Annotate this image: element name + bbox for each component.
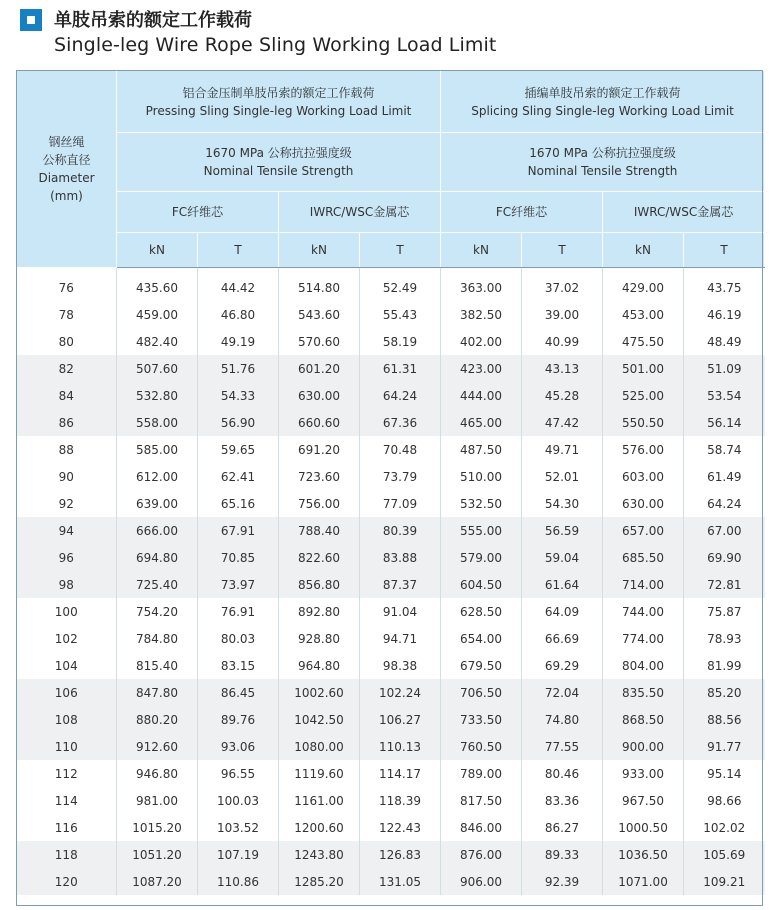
value-cell: 654.00 bbox=[441, 625, 522, 652]
value-cell: 601.20 bbox=[279, 355, 360, 382]
value-cell: 363.00 bbox=[441, 268, 522, 302]
core-header-fc: FC纤维芯 bbox=[441, 192, 603, 233]
page-title-en: Single-leg Wire Rope Sling Working Load Limit bbox=[54, 34, 497, 56]
group-header-splicing bbox=[441, 71, 765, 133]
unit-header: kN bbox=[117, 233, 198, 268]
diameter-cell: 84 bbox=[17, 382, 117, 409]
value-cell: 570.60 bbox=[279, 328, 360, 355]
value-cell: 69.29 bbox=[522, 652, 603, 679]
value-cell: 96.55 bbox=[198, 760, 279, 787]
table-row bbox=[17, 733, 765, 760]
value-cell: 67.00 bbox=[684, 517, 765, 544]
table-row bbox=[17, 355, 765, 382]
value-cell: 906.00 bbox=[441, 868, 522, 895]
value-cell: 679.50 bbox=[441, 652, 522, 679]
unit-header: kN bbox=[441, 233, 522, 268]
table-row bbox=[17, 787, 765, 814]
value-cell: 92.39 bbox=[522, 868, 603, 895]
value-cell: 733.50 bbox=[441, 706, 522, 733]
value-cell: 131.05 bbox=[360, 868, 441, 895]
value-cell: 91.04 bbox=[360, 598, 441, 625]
value-cell: 59.04 bbox=[522, 544, 603, 571]
value-cell: 61.31 bbox=[360, 355, 441, 382]
diameter-cell: 106 bbox=[17, 679, 117, 706]
value-cell: 435.60 bbox=[117, 268, 198, 302]
value-cell: 639.00 bbox=[117, 490, 198, 517]
value-cell: 630.00 bbox=[279, 382, 360, 409]
square-bullet-icon bbox=[20, 9, 42, 31]
value-cell: 487.50 bbox=[441, 436, 522, 463]
value-cell: 868.50 bbox=[603, 706, 684, 733]
value-cell: 1119.60 bbox=[279, 760, 360, 787]
table-row bbox=[17, 652, 765, 679]
value-cell: 694.80 bbox=[117, 544, 198, 571]
value-cell: 54.30 bbox=[522, 490, 603, 517]
value-cell: 37.02 bbox=[522, 268, 603, 302]
value-cell: 789.00 bbox=[441, 760, 522, 787]
value-cell: 55.43 bbox=[360, 301, 441, 328]
value-cell: 402.00 bbox=[441, 328, 522, 355]
group-title-en: Splicing Sling Single-leg Working Load Limit bbox=[471, 103, 734, 118]
value-cell: 56.90 bbox=[198, 409, 279, 436]
value-cell: 576.00 bbox=[603, 436, 684, 463]
value-cell: 510.00 bbox=[441, 463, 522, 490]
value-cell: 80.39 bbox=[360, 517, 441, 544]
value-cell: 550.50 bbox=[603, 409, 684, 436]
diameter-cell: 118 bbox=[17, 841, 117, 868]
table-row bbox=[17, 868, 765, 895]
table-row bbox=[17, 490, 765, 517]
value-cell: 83.15 bbox=[198, 652, 279, 679]
value-cell: 40.99 bbox=[522, 328, 603, 355]
diameter-label-line1: 钢丝绳 bbox=[48, 135, 85, 149]
value-cell: 49.19 bbox=[198, 328, 279, 355]
value-cell: 856.80 bbox=[279, 571, 360, 598]
value-cell: 73.97 bbox=[198, 571, 279, 598]
value-cell: 58.74 bbox=[684, 436, 765, 463]
value-cell: 612.00 bbox=[117, 463, 198, 490]
value-cell: 77.55 bbox=[522, 733, 603, 760]
value-cell: 95.14 bbox=[684, 760, 765, 787]
value-cell: 58.19 bbox=[360, 328, 441, 355]
diameter-cell: 114 bbox=[54, 793, 78, 808]
value-cell: 465.00 bbox=[441, 409, 522, 436]
unit-header: kN bbox=[279, 233, 360, 268]
diameter-cell: 100 bbox=[54, 604, 78, 619]
core-header-iwrc: IWRC/WSC金属芯 bbox=[279, 192, 441, 233]
value-cell: 423.00 bbox=[441, 355, 522, 382]
wll-table bbox=[16, 70, 765, 895]
table-row bbox=[17, 517, 765, 544]
value-cell: 91.77 bbox=[684, 733, 765, 760]
value-cell: 61.64 bbox=[522, 571, 603, 598]
value-cell: 579.00 bbox=[441, 544, 522, 571]
value-cell: 106.27 bbox=[360, 706, 441, 733]
value-cell: 53.54 bbox=[684, 382, 765, 409]
value-cell: 714.00 bbox=[603, 571, 684, 598]
diameter-cell: 86 bbox=[17, 409, 117, 436]
value-cell: 67.36 bbox=[360, 409, 441, 436]
value-cell: 70.85 bbox=[198, 544, 279, 571]
table-row bbox=[17, 382, 765, 409]
value-cell: 109.21 bbox=[684, 868, 765, 895]
group-title-cn: 铝合金压制单肢吊索的额定工作载荷 bbox=[182, 85, 375, 100]
diameter-header bbox=[17, 71, 117, 268]
value-cell: 46.19 bbox=[684, 301, 765, 328]
value-cell: 72.04 bbox=[522, 679, 603, 706]
value-cell: 691.20 bbox=[279, 436, 360, 463]
value-cell: 98.38 bbox=[360, 652, 441, 679]
strength-cn: 1670 MPa 公称抗拉强度级 bbox=[529, 146, 676, 160]
group-title-en: Pressing Sling Single-leg Working Load Limit bbox=[145, 103, 412, 118]
value-cell: 110.13 bbox=[360, 733, 441, 760]
value-cell: 846.00 bbox=[441, 814, 522, 841]
value-cell: 628.50 bbox=[441, 598, 522, 625]
diameter-cell: 88 bbox=[58, 442, 74, 457]
strength-en: Nominal Tensile Strength bbox=[527, 164, 678, 178]
value-cell: 67.91 bbox=[198, 517, 279, 544]
diameter-cell: 90 bbox=[58, 469, 74, 484]
value-cell: 103.52 bbox=[198, 814, 279, 841]
diameter-cell: 108 bbox=[17, 706, 117, 733]
value-cell: 1285.20 bbox=[279, 868, 360, 895]
diameter-cell: 78 bbox=[58, 307, 74, 322]
value-cell: 928.80 bbox=[279, 625, 360, 652]
diameter-label-line3: Diameter bbox=[38, 171, 95, 185]
value-cell: 382.50 bbox=[441, 301, 522, 328]
value-cell: 56.14 bbox=[684, 409, 765, 436]
value-cell: 75.87 bbox=[684, 598, 765, 625]
diameter-cell: 98 bbox=[17, 571, 117, 598]
value-cell: 532.80 bbox=[117, 382, 198, 409]
value-cell: 110.86 bbox=[198, 868, 279, 895]
value-cell: 603.00 bbox=[603, 463, 684, 490]
value-cell: 912.60 bbox=[117, 733, 198, 760]
table-row bbox=[17, 598, 765, 625]
value-cell: 514.80 bbox=[279, 268, 360, 302]
value-cell: 88.56 bbox=[684, 706, 765, 733]
table-row bbox=[17, 544, 765, 571]
value-cell: 44.42 bbox=[198, 268, 279, 302]
value-cell: 501.00 bbox=[603, 355, 684, 382]
value-cell: 555.00 bbox=[441, 517, 522, 544]
page-title-cn: 单肢吊索的额定工作载荷 bbox=[54, 10, 252, 31]
value-cell: 754.20 bbox=[117, 598, 198, 625]
value-cell: 118.39 bbox=[360, 787, 441, 814]
value-cell: 64.24 bbox=[360, 382, 441, 409]
table-row bbox=[17, 706, 765, 733]
value-cell: 46.80 bbox=[198, 301, 279, 328]
value-cell: 93.06 bbox=[198, 733, 279, 760]
strength-en: Nominal Tensile Strength bbox=[203, 164, 354, 178]
value-cell: 1071.00 bbox=[603, 868, 684, 895]
value-cell: 604.50 bbox=[441, 571, 522, 598]
value-cell: 1036.50 bbox=[603, 841, 684, 868]
diameter-cell: 104 bbox=[54, 658, 78, 673]
value-cell: 744.00 bbox=[603, 598, 684, 625]
value-cell: 45.28 bbox=[522, 382, 603, 409]
value-cell: 54.33 bbox=[198, 382, 279, 409]
value-cell: 51.09 bbox=[684, 355, 765, 382]
value-cell: 87.37 bbox=[360, 571, 441, 598]
value-cell: 85.20 bbox=[684, 679, 765, 706]
value-cell: 69.90 bbox=[684, 544, 765, 571]
value-cell: 1243.80 bbox=[279, 841, 360, 868]
value-cell: 52.49 bbox=[360, 268, 441, 302]
value-cell: 459.00 bbox=[117, 301, 198, 328]
value-cell: 126.83 bbox=[360, 841, 441, 868]
diameter-cell: 80 bbox=[58, 334, 74, 349]
value-cell: 48.49 bbox=[684, 328, 765, 355]
value-cell: 788.40 bbox=[279, 517, 360, 544]
value-cell: 98.66 bbox=[684, 787, 765, 814]
value-cell: 660.60 bbox=[279, 409, 360, 436]
value-cell: 56.59 bbox=[522, 517, 603, 544]
value-cell: 1000.50 bbox=[603, 814, 684, 841]
value-cell: 1051.20 bbox=[117, 841, 198, 868]
value-cell: 39.00 bbox=[522, 301, 603, 328]
value-cell: 47.42 bbox=[522, 409, 603, 436]
value-cell: 525.00 bbox=[603, 382, 684, 409]
strength-header-splicing bbox=[441, 133, 765, 192]
value-cell: 760.50 bbox=[441, 733, 522, 760]
value-cell: 1015.20 bbox=[117, 814, 198, 841]
diameter-cell: 110 bbox=[17, 733, 117, 760]
diameter-cell: 120 bbox=[17, 868, 117, 895]
value-cell: 482.40 bbox=[117, 328, 198, 355]
table-row bbox=[17, 625, 765, 652]
value-cell: 102.24 bbox=[360, 679, 441, 706]
value-cell: 1002.60 bbox=[279, 679, 360, 706]
table-row bbox=[17, 679, 765, 706]
diameter-label-line4: (mm) bbox=[50, 189, 83, 203]
diameter-cell: 112 bbox=[54, 766, 78, 781]
value-cell: 70.48 bbox=[360, 436, 441, 463]
value-cell: 723.60 bbox=[279, 463, 360, 490]
value-cell: 453.00 bbox=[603, 301, 684, 328]
diameter-cell: 102 bbox=[54, 631, 78, 646]
value-cell: 429.00 bbox=[603, 268, 684, 302]
value-cell: 657.00 bbox=[603, 517, 684, 544]
value-cell: 822.60 bbox=[279, 544, 360, 571]
diameter-cell: 116 bbox=[54, 820, 78, 835]
value-cell: 72.81 bbox=[684, 571, 765, 598]
value-cell: 64.24 bbox=[684, 490, 765, 517]
page-header bbox=[20, 4, 760, 64]
value-cell: 81.99 bbox=[684, 652, 765, 679]
value-cell: 86.27 bbox=[522, 814, 603, 841]
strength-cn: 1670 MPa 公称抗拉强度级 bbox=[205, 146, 352, 160]
table-row bbox=[17, 328, 765, 355]
value-cell: 784.80 bbox=[117, 625, 198, 652]
unit-header: T bbox=[684, 233, 765, 268]
value-cell: 78.93 bbox=[684, 625, 765, 652]
value-cell: 892.80 bbox=[279, 598, 360, 625]
diameter-cell: 94 bbox=[17, 517, 117, 544]
value-cell: 62.41 bbox=[198, 463, 279, 490]
value-cell: 1080.00 bbox=[279, 733, 360, 760]
value-cell: 52.01 bbox=[522, 463, 603, 490]
value-cell: 94.71 bbox=[360, 625, 441, 652]
value-cell: 66.69 bbox=[522, 625, 603, 652]
value-cell: 73.79 bbox=[360, 463, 441, 490]
value-cell: 964.80 bbox=[279, 652, 360, 679]
value-cell: 630.00 bbox=[603, 490, 684, 517]
table-row bbox=[17, 463, 765, 490]
value-cell: 532.50 bbox=[441, 490, 522, 517]
value-cell: 114.17 bbox=[360, 760, 441, 787]
value-cell: 558.00 bbox=[117, 409, 198, 436]
value-cell: 49.71 bbox=[522, 436, 603, 463]
value-cell: 725.40 bbox=[117, 571, 198, 598]
unit-header: T bbox=[522, 233, 603, 268]
value-cell: 43.13 bbox=[522, 355, 603, 382]
value-cell: 105.69 bbox=[684, 841, 765, 868]
value-cell: 65.16 bbox=[198, 490, 279, 517]
value-cell: 817.50 bbox=[441, 787, 522, 814]
value-cell: 102.02 bbox=[684, 814, 765, 841]
value-cell: 107.19 bbox=[198, 841, 279, 868]
table-row bbox=[17, 841, 765, 868]
value-cell: 80.03 bbox=[198, 625, 279, 652]
value-cell: 543.60 bbox=[279, 301, 360, 328]
value-cell: 100.03 bbox=[198, 787, 279, 814]
value-cell: 80.46 bbox=[522, 760, 603, 787]
value-cell: 933.00 bbox=[603, 760, 684, 787]
value-cell: 122.43 bbox=[360, 814, 441, 841]
value-cell: 89.76 bbox=[198, 706, 279, 733]
table-row bbox=[17, 301, 765, 328]
value-cell: 1200.60 bbox=[279, 814, 360, 841]
value-cell: 666.00 bbox=[117, 517, 198, 544]
value-cell: 981.00 bbox=[117, 787, 198, 814]
core-header-fc: FC纤维芯 bbox=[117, 192, 279, 233]
value-cell: 89.33 bbox=[522, 841, 603, 868]
value-cell: 876.00 bbox=[441, 841, 522, 868]
value-cell: 507.60 bbox=[117, 355, 198, 382]
table-row bbox=[17, 760, 765, 787]
value-cell: 1087.20 bbox=[117, 868, 198, 895]
value-cell: 74.80 bbox=[522, 706, 603, 733]
diameter-cell: 82 bbox=[17, 355, 117, 382]
diameter-cell: 96 bbox=[17, 544, 117, 571]
value-cell: 847.80 bbox=[117, 679, 198, 706]
value-cell: 83.88 bbox=[360, 544, 441, 571]
table-row bbox=[17, 268, 765, 302]
diameter-cell: 76 bbox=[58, 280, 74, 295]
value-cell: 64.09 bbox=[522, 598, 603, 625]
value-cell: 756.00 bbox=[279, 490, 360, 517]
value-cell: 835.50 bbox=[603, 679, 684, 706]
value-cell: 880.20 bbox=[117, 706, 198, 733]
unit-header: kN bbox=[603, 233, 684, 268]
group-header-pressing bbox=[117, 71, 441, 133]
value-cell: 685.50 bbox=[603, 544, 684, 571]
value-cell: 76.91 bbox=[198, 598, 279, 625]
value-cell: 585.00 bbox=[117, 436, 198, 463]
table-row bbox=[17, 409, 765, 436]
value-cell: 1161.00 bbox=[279, 787, 360, 814]
value-cell: 1042.50 bbox=[279, 706, 360, 733]
strength-header-pressing bbox=[117, 133, 441, 192]
value-cell: 815.40 bbox=[117, 652, 198, 679]
diameter-label-line2: 公称直径 bbox=[42, 153, 91, 167]
value-cell: 804.00 bbox=[603, 652, 684, 679]
value-cell: 475.50 bbox=[603, 328, 684, 355]
value-cell: 900.00 bbox=[603, 733, 684, 760]
core-header-iwrc: IWRC/WSC金属芯 bbox=[603, 192, 765, 233]
value-cell: 61.49 bbox=[684, 463, 765, 490]
value-cell: 83.36 bbox=[522, 787, 603, 814]
value-cell: 706.50 bbox=[441, 679, 522, 706]
value-cell: 43.75 bbox=[684, 268, 765, 302]
value-cell: 967.50 bbox=[603, 787, 684, 814]
table-row bbox=[17, 571, 765, 598]
value-cell: 77.09 bbox=[360, 490, 441, 517]
diameter-cell: 92 bbox=[58, 496, 74, 511]
table-row bbox=[17, 436, 765, 463]
table-row bbox=[17, 814, 765, 841]
value-cell: 59.65 bbox=[198, 436, 279, 463]
value-cell: 51.76 bbox=[198, 355, 279, 382]
value-cell: 444.00 bbox=[441, 382, 522, 409]
group-title-cn: 插编单肢吊索的额定工作载荷 bbox=[524, 85, 681, 100]
table-header bbox=[17, 71, 765, 268]
table-body bbox=[17, 268, 765, 896]
value-cell: 86.45 bbox=[198, 679, 279, 706]
unit-header: T bbox=[198, 233, 279, 268]
value-cell: 774.00 bbox=[603, 625, 684, 652]
unit-header: T bbox=[360, 233, 441, 268]
value-cell: 946.80 bbox=[117, 760, 198, 787]
